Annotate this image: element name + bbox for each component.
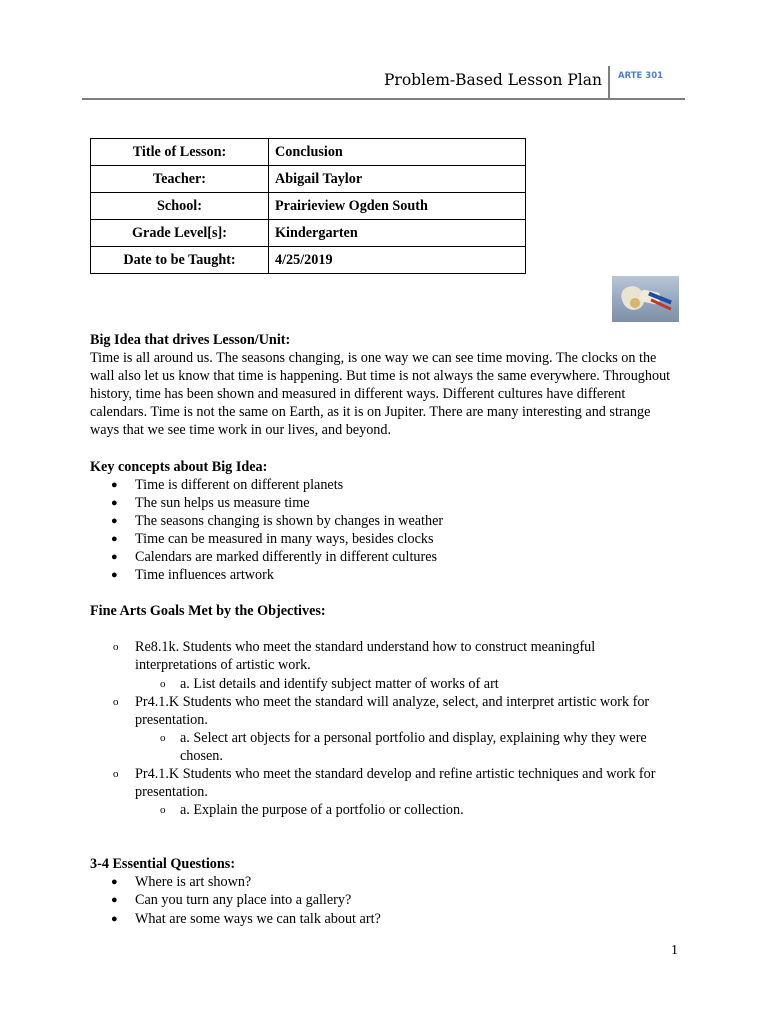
lesson-body — [90, 331, 680, 928]
course-code: ARTE 301 — [618, 71, 664, 81]
header-rule — [82, 98, 685, 100]
fine-arts-heading: Fine Arts Goals Met by the Objectives: — [90, 603, 326, 620]
bullet-icon: ● — [111, 551, 118, 564]
big-idea-text: Time is all around us. The seasons changing, is one way we can see time moving. The clocks on the wall also let us know that time is happening. But time is not always the same everywhere. Throughout history, time has been shown and measured in different ways. Different cultures have different calendars. Time is not the same on Earth, as it is on Jupiter. There are many interesting and strange ways that we see time work in our lives, and beyond. — [90, 350, 671, 439]
list-item: ● The seasons changing is shown by changes in weather — [111, 512, 444, 529]
circle-bullet-icon: o — [113, 767, 119, 780]
table-row — [91, 193, 526, 220]
circle-bullet-icon: o — [113, 641, 119, 654]
table-value: 4/25/2019 — [269, 247, 526, 274]
circle-bullet-icon: o — [160, 731, 166, 744]
artwork-photo — [612, 276, 679, 322]
list-item: ● What are some ways we can talk about art? — [111, 910, 381, 927]
circle-bullet-icon: o — [160, 804, 166, 817]
bullet-icon: ● — [111, 496, 118, 509]
page-number: 1 — [671, 943, 678, 958]
goal-item: o Pr4.1.K Students who meet the standard will analyze, select, and interpret artistic work for presentation. o a. Select art objects for a personal portfolio and display, explaining why they were chosen. — [90, 693, 680, 765]
goal-subitem: o a. Explain the purpose of a portfolio or collection. — [160, 802, 464, 819]
bullet-icon: ● — [111, 894, 118, 907]
table-row — [91, 247, 526, 274]
table-label: Grade Level[s]: — [91, 220, 269, 247]
key-concepts-heading: Key concepts about Big Idea: — [90, 458, 268, 475]
table-label: Title of Lesson: — [91, 139, 269, 166]
bullet-icon: ● — [111, 532, 118, 545]
bullet-icon: ● — [111, 569, 118, 582]
lesson-info-table — [90, 138, 526, 274]
circle-bullet-icon: o — [113, 695, 119, 708]
header-title: Problem-Based Lesson Plan — [384, 71, 602, 89]
list-item: ● Where is art shown? — [111, 874, 252, 891]
bullet-icon: ● — [111, 912, 118, 925]
table-row — [91, 220, 526, 247]
goal-item: o Pr4.1.K Students who meet the standard develop and refine artistic techniques and work for presentation. o a. Explain the purpose of a portfolio or collection. — [90, 765, 680, 819]
table-row — [91, 139, 526, 166]
table-value: Kindergarten — [269, 220, 526, 247]
circle-bullet-icon: o — [160, 677, 166, 690]
list-item: ● Time influences artwork — [111, 567, 274, 584]
table-value: Conclusion — [269, 139, 526, 166]
big-idea-heading: Big Idea that drives Lesson/Unit: — [90, 332, 291, 348]
table-row — [91, 166, 526, 193]
list-item: ● Calendars are marked differently in different cultures — [111, 549, 438, 566]
fine-arts-goals-list — [90, 638, 680, 819]
key-concepts-list — [90, 476, 680, 585]
table-label: Teacher: — [91, 166, 269, 193]
list-item: ● Time is different on different planets — [111, 476, 344, 493]
goal-item: o Re8.1k. Students who meet the standard understand how to construct meaningful interpretations of artistic work. o a. List details and identify subject matter of works of art — [90, 638, 680, 692]
list-item: ● Time can be measured in many ways, besides clocks — [111, 530, 434, 547]
header-divider — [608, 66, 610, 99]
essential-questions-list — [90, 873, 680, 927]
table-value: Prairieview Ogden South — [269, 193, 526, 220]
list-item: ● The sun helps us measure time — [111, 494, 310, 511]
bullet-icon: ● — [111, 876, 118, 889]
goal-subitem: o a. Select art objects for a personal portfolio and display, explaining why they were chosen. — [160, 729, 647, 764]
table-value: Abigail Taylor — [269, 166, 526, 193]
table-label: Date to be Taught: — [91, 247, 269, 274]
bullet-icon: ● — [111, 478, 118, 491]
essential-questions-heading: 3-4 Essential Questions: — [90, 856, 236, 873]
bullet-icon: ● — [111, 514, 118, 527]
table-label: School: — [91, 193, 269, 220]
goal-subitem: o a. List details and identify subject matter of works of art — [160, 675, 499, 692]
list-item: ● Can you turn any place into a gallery? — [111, 892, 352, 909]
